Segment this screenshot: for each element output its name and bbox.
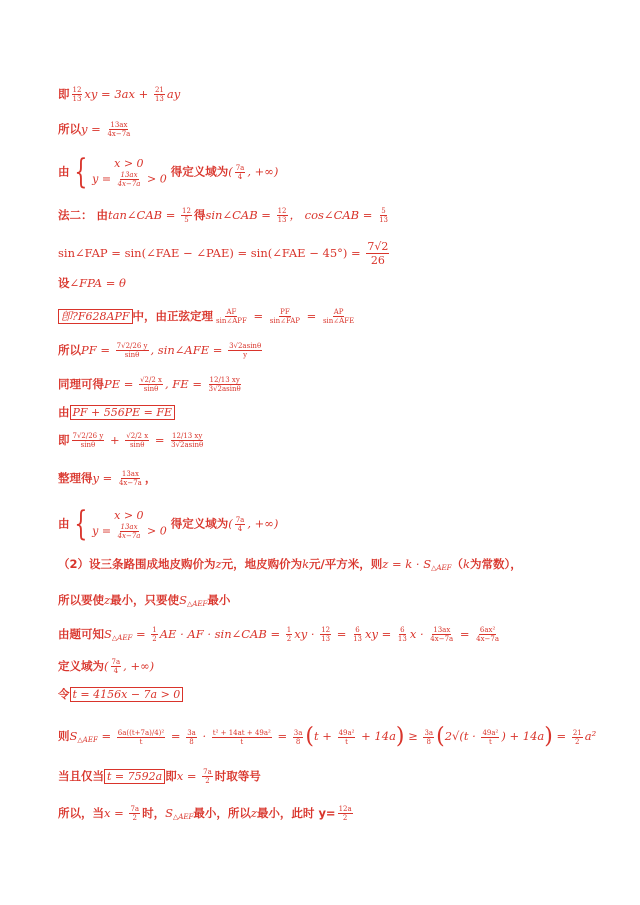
line-17: 定义域为( $\frac{7a}{4}$ , +∞) xyxy=(58,658,155,675)
line-15: 所以要使z最小，只要使$S_{\triangle AEF}$最小 xyxy=(58,593,231,608)
line-13: 由 { x > 0 y = $\frac{13ax}{4x-7a}$ > 0 得定义域为( $\frac{7a}{4}$ , +∞) xyxy=(58,504,279,544)
line-14: （2）设三条路围成地皮购价为z元，地皮购价为k元/平方米，则$z = k \cdot S_{\triangle AEF}(k$为常数）， xyxy=(58,557,522,572)
line-9: 同理可得PE = $\frac{√2/2 x}{\sin\theta}$ , FE = $\frac{12/13 xy}{3√2asin\theta}$ xyxy=(58,376,241,393)
text: 法二： 由 xyxy=(58,208,109,222)
line-21: 所以，当x = $\frac{7a}{2}$ 时，$S_{\triangle AEF}$最小，所以z最小，此时 y= $\frac{12a}{2}$ xyxy=(58,805,352,822)
system: x > 0 y = $\frac{13ax}{4x-7a}$ > 0 xyxy=(92,509,167,540)
text: 即 xyxy=(58,87,70,101)
line-16: 由题可知$S_{\triangle AEF}$ = $\frac{1}{2}$ AE · AF · sin∠CAB = $\frac{1}{2}$ xy · $\frac{12}{13}$ = $\frac{6}{13}$ xy = $\frac{6}{13}$ x · $\frac{13ax}{4x-7a}$ = $\frac{\text{6ax²}}{4x-7a}$ xyxy=(58,626,500,643)
boxed-expression: t = 7592a xyxy=(104,769,165,784)
line-10: 由 PF + 556PE = FE xyxy=(58,404,175,421)
line-12: 整理得y = $\frac{13ax}{4x-7a}$ ， xyxy=(58,470,157,487)
brace-icon: { xyxy=(73,152,87,192)
line-19: 则$S_{\triangle AEF}$ = $\frac{\text{6a((t+7a)/4)²}}{t}$ = $\frac{3a}{8}$ · $\frac{\text{t² + 14at + 49a²}}{t}$ = $\frac{3a}{8}$ (t + $\frac{\text{49a²}}{t}$ + 14a) ≥ $\frac{3a}{8}$ (2√(t · $\frac{\text{49a²}}{t}$ ) + 14a) = $\frac{21}{2}$ a² xyxy=(58,724,597,749)
line-8: 所以PF = $\frac{7√2/26 y}{\sin\theta}$ , sin∠AFE = $\frac{3√2asin\theta}{y}$ xyxy=(58,342,262,359)
line-1 xyxy=(58,86,180,103)
system: x > 0 y = $\frac{13ax}{4x-7a}$ > 0 xyxy=(92,157,167,188)
line-11: 即 $\frac{7√2/26 y}{\sin\theta}$ + $\frac{√2/2 x}{\sin\theta}$ = $\frac{12/13 xy}{3√2asin\theta}$ xyxy=(58,432,204,449)
boxed-expression: PF + 556PE = FE xyxy=(70,405,176,420)
line-5: sin∠FAP = sin(∠FAE − ∠PAE) = sin(∠FAE − 45°) = $\frac{7√2}{26}$ xyxy=(58,240,389,267)
math: y = xyxy=(81,122,105,136)
text: 由 xyxy=(58,164,70,179)
math: xy = 3ax + xyxy=(84,87,152,101)
line-18: 令 t = 4156x − 7a > 0 xyxy=(58,686,183,703)
math: ay xyxy=(166,87,181,101)
line-6: 设∠FPA = θ xyxy=(58,276,126,290)
fraction: $\frac{21}{13}$ xyxy=(154,86,164,103)
brace-icon: { xyxy=(73,504,87,544)
boxed-expression: t = 4156x − 7a > 0 xyxy=(70,687,184,702)
text: 所以 xyxy=(58,122,81,136)
text: 得定义域为 xyxy=(166,164,229,179)
line-2 xyxy=(58,121,133,138)
fraction: $\frac{12}{13}$ xyxy=(72,86,82,103)
line-20: 当且仅当 t = 7592a 即x = $\frac{7a}{2}$ 时取等号 xyxy=(58,768,261,785)
line-7: 卽?F628APF 中，由正弦定理 $\frac{AF}{\text{sin∠APF}}$ = $\frac{PF}{\text{sin∠FAP}}$ = $\frac{AP}{\text{sin∠AFE}}$ xyxy=(58,308,357,325)
fraction: $\frac{13ax}{4x-7a}$ xyxy=(107,121,131,138)
line-4: 法二： 由tan∠CAB = $\frac{12}{5}$ 得sin∠CAB = $\frac{12}{13}$ ， cos∠CAB = $\frac{5}{13}$ xyxy=(58,207,388,224)
boxed-expression: 卽?F628APF xyxy=(58,309,133,324)
line-3: 由 { x > 0 y = $\frac{13ax}{4x-7a}$ > 0 得定义域为( $\frac{7a}{4}$ , +∞) xyxy=(58,152,279,192)
